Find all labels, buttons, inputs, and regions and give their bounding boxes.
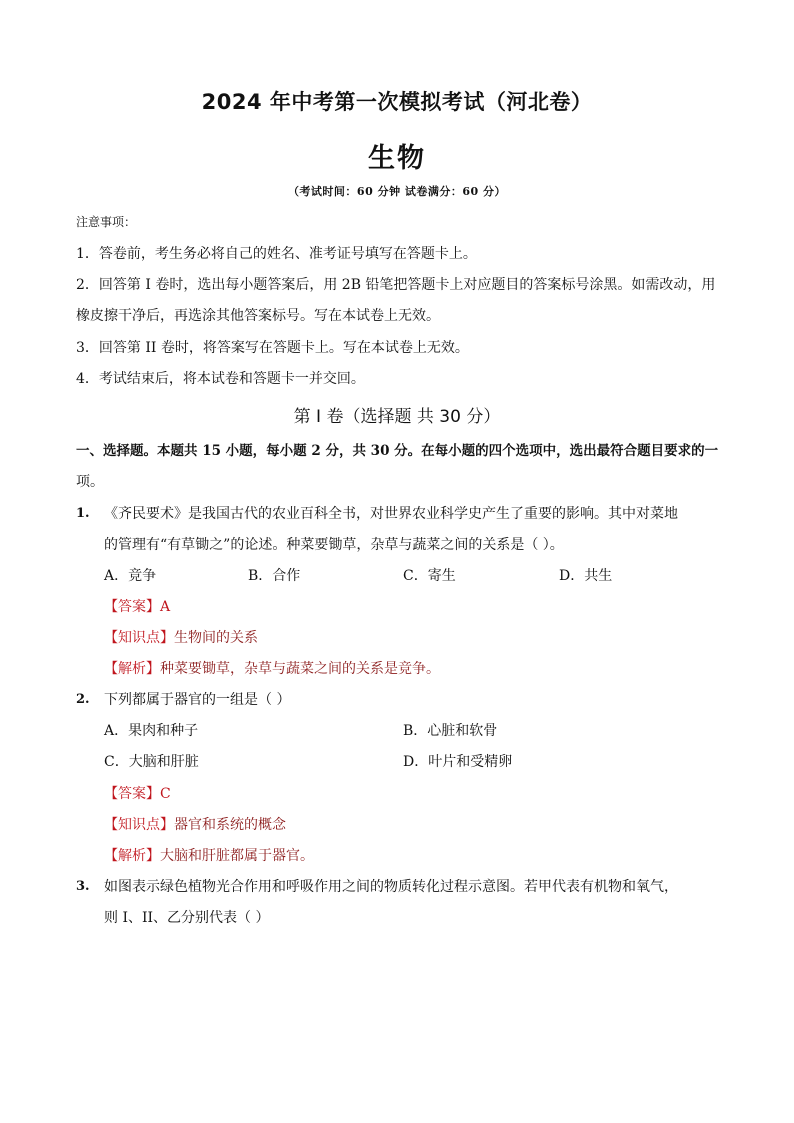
notice-item-2: 2．回答第 I 卷时，选出每小题答案后，用 2B 铅笔把答题卡上对应题目的答案标号涂黑。如需改动，用 <box>76 277 716 293</box>
question-1-option-d: D．共生 <box>559 568 613 584</box>
question-2-line-1: 下列都属于器官的一组是（ ） <box>104 692 291 708</box>
notice-item-3: 3．回答第 II 卷时，将答案写在答题卡上。写在本试卷上无效。 <box>76 340 469 356</box>
notice-heading: 注意事项： <box>76 215 137 229</box>
section-intro-text: 本题共 15 小题，每小题 2 分，共 30 分。在每小题的四个选项中，选出最符合题目要求的一 <box>157 443 719 459</box>
analysis-value: 种菜要锄草，杂草与蔬菜之间的关系是竞争。 <box>160 661 440 677</box>
analysis-label: 【解析】 <box>104 848 160 864</box>
section-intro-cont: 项。 <box>76 474 104 490</box>
question-1-option-b: B．合作 <box>248 568 301 584</box>
answer-label: 【答案】 <box>104 786 160 802</box>
question-1-analysis <box>104 659 440 679</box>
analysis-value: 大脑和肝脏都属于器官。 <box>160 848 314 864</box>
question-2-answer <box>104 784 171 804</box>
section-intro-label: 一、选择题。 <box>76 443 157 459</box>
question-2-option-b: B．心脏和软骨 <box>403 723 498 739</box>
section-intro <box>76 441 718 461</box>
notice-item-2-cont: 橡皮擦干净后，再选涂其他答案标号。写在本试卷上无效。 <box>76 308 440 324</box>
exam-title: 2024 年中考第一次模拟考试（河北卷） <box>201 90 593 114</box>
knowledge-point-value: 器官和系统的概念 <box>174 817 286 833</box>
question-1-line-1: 《齐民要术》是我国古代的农业百科全书，对世界农业科学史产生了重要的影响。其中对菜地 <box>104 506 678 522</box>
answer-value: A <box>160 599 171 615</box>
question-2-number: 2. <box>76 692 90 707</box>
answer-label: 【答案】 <box>104 599 160 615</box>
notice-item-1: 1．答卷前，考生务必将自己的姓名、准考证号填写在答题卡上。 <box>76 246 477 262</box>
subject-heading: 生物 <box>368 143 426 174</box>
question-1-option-c: C．寄生 <box>403 568 456 584</box>
question-2-option-a: A．果肉和种子 <box>104 723 199 739</box>
question-1-number: 1. <box>76 506 90 521</box>
question-2-analysis <box>104 846 314 866</box>
knowledge-point-label: 【知识点】 <box>104 817 174 833</box>
knowledge-point-value: 生物间的关系 <box>174 630 258 646</box>
question-1-knowledge-point <box>104 628 258 648</box>
exam-info: （考试时间：60 分钟 试卷满分：60 分） <box>287 185 507 198</box>
notice-item-4: 4．考试结束后，将本试卷和答题卡一并交回。 <box>76 371 365 387</box>
question-3-number: 3. <box>76 879 90 894</box>
question-3-line-2: 则 I、II、乙分别代表（ ） <box>104 910 270 926</box>
question-2-knowledge-point <box>104 815 286 835</box>
analysis-label: 【解析】 <box>104 661 160 677</box>
question-2-option-d: D．叶片和受精卵 <box>403 754 513 770</box>
question-3-line-1: 如图表示绿色植物光合作用和呼吸作用之间的物质转化过程示意图。若甲代表有机物和氧气， <box>104 879 678 895</box>
question-1-answer <box>104 597 170 617</box>
section-title: 第 I 卷（选择题 共 30 分） <box>293 407 501 427</box>
question-2-option-c: C．大脑和肝脏 <box>104 754 199 770</box>
answer-value: C <box>160 786 171 802</box>
question-1-line-2: 的管理有“有草锄之”的论述。种菜要锄草，杂草与蔬菜之间的关系是（ ）。 <box>104 537 564 553</box>
question-1-option-a: A．竞争 <box>104 568 157 584</box>
knowledge-point-label: 【知识点】 <box>104 630 174 646</box>
